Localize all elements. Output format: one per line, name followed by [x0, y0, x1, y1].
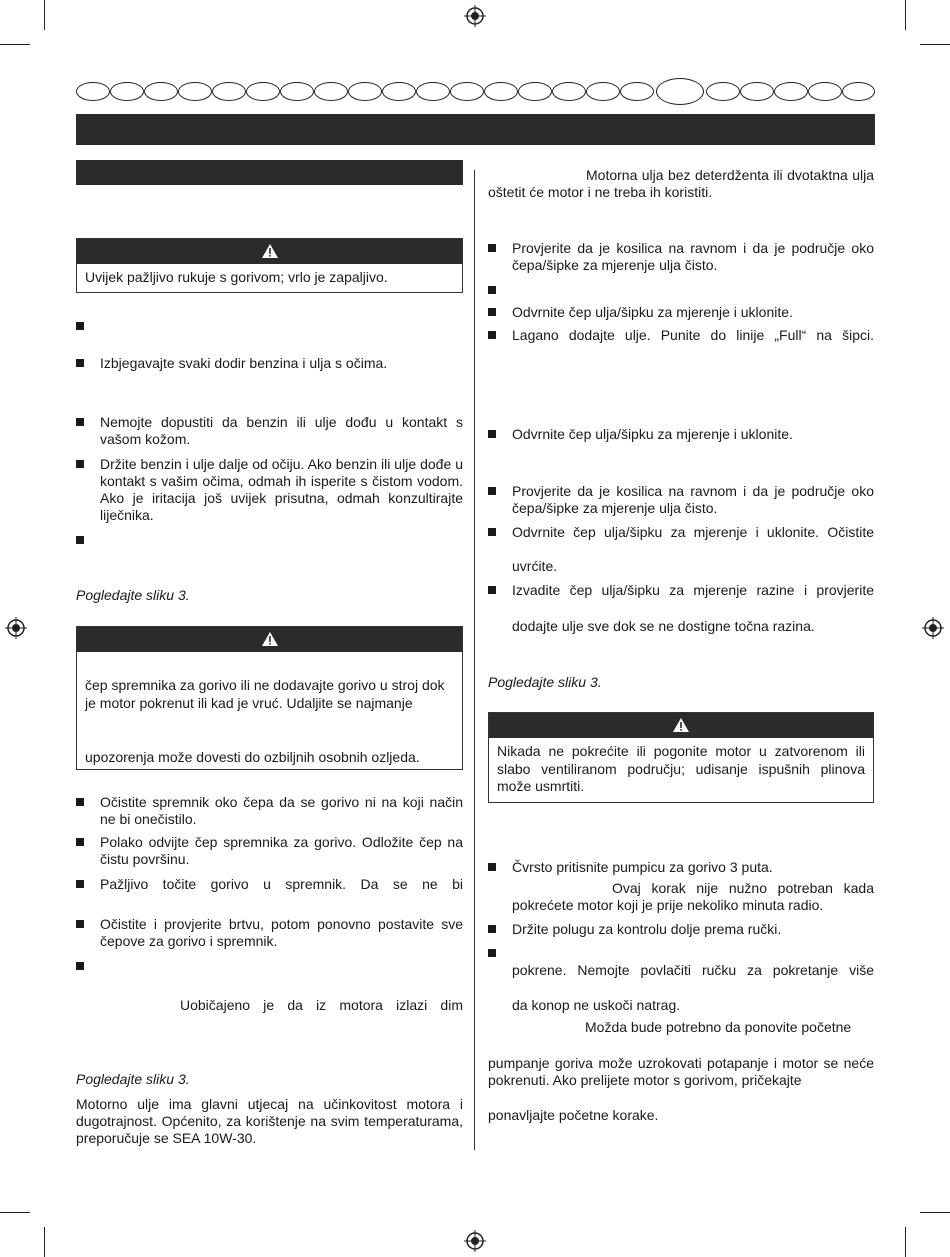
list-item-continuation: dodajte ulje sve dok se ne dostigne točna razina.: [512, 618, 815, 634]
language-tab: [280, 82, 314, 101]
list-item: Lagano dodajte ulje. Punite do linije „Full“ na šipci.: [488, 327, 874, 344]
crop-mark: [44, 1227, 45, 1257]
list-item: [76, 532, 463, 549]
list-item: [488, 282, 874, 299]
crop-mark: [0, 44, 30, 45]
warning-box: [76, 626, 463, 770]
language-tab: [76, 82, 110, 101]
list-item: Polako odvijte čep spremnika za gorivo. Odložite čep na čistu površinu.: [76, 834, 463, 868]
warning-text: upozorenja može dovesti do ozbiljnih osobnih ozljeda.: [85, 749, 420, 765]
language-tab: [484, 82, 518, 101]
list-item-continuation: da konop ne uskoči natrag.: [512, 997, 681, 1013]
language-tab: [586, 82, 620, 101]
list-item: Odvrnite čep ulja/šipku za mjerenje i uklonite. Očistite: [488, 524, 874, 541]
list-item: Očistite spremnik oko čepa da se gorivo ni na koji način ne bi onečistilo.: [76, 794, 463, 828]
crop-mark: [0, 1212, 30, 1213]
list-item: [76, 958, 463, 975]
warning-header: [489, 713, 873, 738]
language-tab: [416, 82, 450, 101]
warning-header: [77, 239, 462, 264]
note-text: Motorna ulja bez deterdženta ili dvotaktna ulja oštetit će motor i ne treba ih koristiti.: [488, 167, 874, 200]
section-heading-bar: [76, 160, 463, 185]
language-tab: [450, 82, 484, 101]
language-tab: [706, 82, 740, 101]
registration-mark-icon: [922, 617, 944, 639]
list-item: Odvrnite čep ulja/šipku za mjerenje i uklonite.: [488, 426, 874, 443]
language-tab: [110, 82, 144, 101]
figure-reference: Pogledajte sliku 3.: [488, 674, 602, 690]
language-tab: [774, 82, 808, 101]
warning-triangle-icon: [261, 243, 279, 259]
warning-text: čep spremnika za gorivo ili ne dodavajte gorivo u stroj dok je motor pokrenut ili kad je vruć. Udaljite se najmanje: [85, 677, 445, 711]
language-tab: [740, 82, 774, 101]
crop-mark: [920, 44, 950, 45]
warning-text: Uvijek pažljivo rukuje s gorivom; vrlo je zapaljivo.: [85, 269, 388, 285]
warning-triangle-icon: [261, 631, 279, 647]
warning-text: Nikada ne pokrećite ili pogonite motor u zatvorenom ili slabo ventiliranom području; udisanje ispušnih plinova može usmrtiti.: [497, 743, 865, 794]
warning-header: [77, 627, 462, 652]
warning-triangle-icon: [672, 717, 690, 733]
crop-mark: [905, 0, 906, 30]
language-tab: [314, 82, 348, 101]
crop-mark: [905, 1227, 906, 1257]
language-tab: [808, 82, 842, 101]
list-item: Čvrsto pritisnite pumpicu za gorivo 3 puta.: [488, 859, 874, 876]
list-item-continuation: pokrene. Nemojte povlačiti ručku za pokretanje više: [512, 962, 874, 978]
page-header-bar: [76, 114, 875, 145]
list-item: Provjerite da je kosilica na ravnom i da je područje oko čepa/šipke za mjerenje ulja čisto.: [488, 483, 874, 517]
list-item: Nemojte dopustiti da benzin ili ulje dođu u kontakt s vašom kožom.: [76, 414, 463, 448]
figure-reference: Pogledajte sliku 3.: [76, 1071, 190, 1087]
list-item: Odvrnite čep ulja/šipku za mjerenje i uklonite.: [488, 304, 874, 321]
language-tab: [348, 82, 382, 101]
language-tab: [144, 82, 178, 101]
language-tab: [518, 82, 552, 101]
registration-mark-icon: [5, 617, 27, 639]
list-item: Očistite i provjerite brtvu, potom ponovno postavite sve čepove za gorivo i spremnik.: [76, 916, 463, 950]
list-item: Pažljivo točite gorivo u spremnik. Da se ne bi: [76, 876, 463, 893]
list-item: [76, 318, 463, 335]
warning-box: [76, 238, 463, 293]
list-item: Držite benzin i ulje dalje od očiju. Ako benzin ili ulje dođe u kontakt s vašim očima, odmah ih isperite s čistom vodom. Ako je iritacija još uvijek prisutna, odmah konzultirajte liječnika.: [76, 456, 463, 524]
note-text: Možda bude potrebno da ponovite početne: [585, 1019, 852, 1035]
crop-mark: [44, 0, 45, 30]
list-item-continuation: uvrćite.: [512, 558, 558, 574]
language-tab: [212, 82, 246, 101]
body-paragraph: ponavljajte početne korake.: [488, 1107, 659, 1123]
language-tab: [620, 82, 654, 101]
language-tab: [246, 82, 280, 101]
list-item: Držite polugu za kontrolu dolje prema ručki.: [488, 921, 874, 938]
note-text: Uobičajeno je da iz motora izlazi dim: [180, 997, 463, 1013]
body-paragraph: Motorno ulje ima glavni utjecaj na učinkovitost motora i dugotrajnost. Općenito, za korištenje na svim temperaturama, preporučuje se SEA 10W-30.: [76, 1096, 463, 1146]
registration-mark-icon: [464, 1230, 486, 1252]
language-tab: [178, 82, 212, 101]
registration-mark-icon: [464, 5, 486, 27]
note-text: Ovaj korak nije nužno potreban kada pokrećete motor koji je prije nekoliko minuta radio.: [512, 880, 874, 913]
list-item: Provjerite da je kosilica na ravnom i da je područje oko čepa/šipke za mjerenje ulja čisto.: [488, 240, 874, 274]
list-item: [488, 945, 874, 962]
language-tab-active: [656, 78, 704, 105]
list-item: Izbjegavajte svaki dodir benzina i ulja s očima.: [76, 355, 463, 372]
language-tab: [842, 82, 875, 101]
column-divider: [474, 170, 475, 1150]
language-tab: [382, 82, 416, 101]
figure-reference: Pogledajte sliku 3.: [76, 587, 190, 603]
body-paragraph: pumpanje goriva može uzrokovati potapanje i motor se neće pokrenuti. Ako prelijete motor s gorivom, pričekajte: [488, 1055, 874, 1088]
crop-mark: [920, 1212, 950, 1213]
language-tab: [552, 82, 586, 101]
warning-box: [488, 712, 874, 803]
list-item: Izvadite čep ulja/šipku za mjerenje razine i provjerite: [488, 582, 874, 599]
